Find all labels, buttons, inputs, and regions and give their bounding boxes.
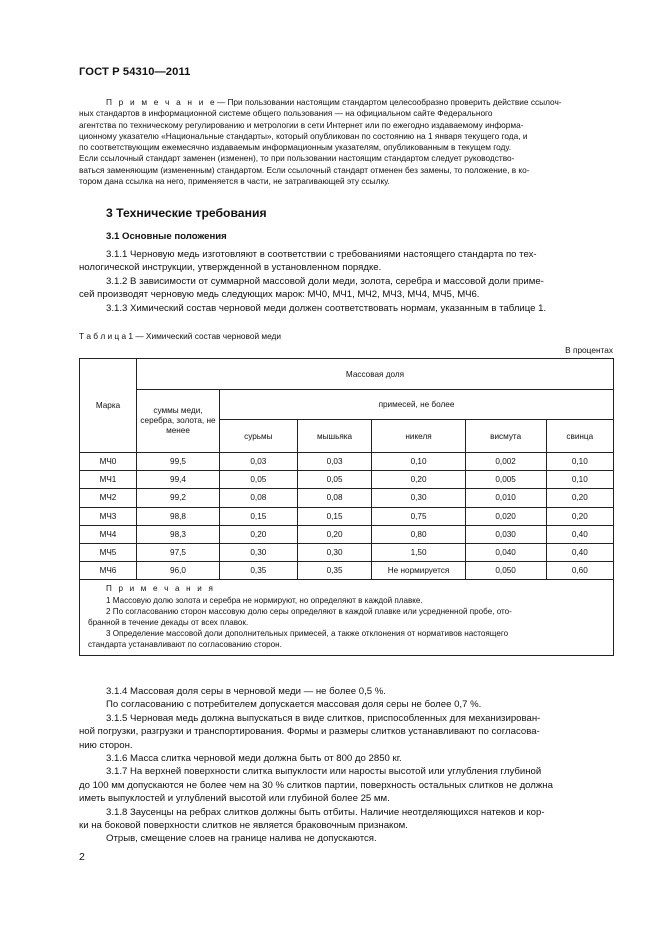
table-notes-label: П р и м е ч а н и я	[106, 584, 216, 594]
p314-line-0: 3.1.4 Массовая доля серы в черновой меди — не более 0,5 %.	[106, 686, 386, 697]
cell: 0,040	[465, 543, 546, 561]
p315-line-2: нию сторон.	[79, 739, 133, 751]
paragraph-sulfur-agreement	[79, 698, 613, 711]
p316-line-0: 3.1.6 Масса слитка черновой меди должна быть от 800 до 2850 кг.	[106, 753, 402, 765]
note-line-3: ционному указателю «Национальные стандарты», который опубликован по состоянию на 1 января текущего года, и	[79, 130, 528, 141]
table-row	[80, 453, 614, 471]
cell: 98,8	[137, 507, 220, 525]
cell: 0,08	[219, 489, 297, 507]
p317-line-0: 3.1.7 На верхней поверхности слитка выпуклости или наросты высотой или углубления глубиной	[106, 766, 542, 778]
cell: 99,4	[137, 471, 220, 489]
note-line-5: Если ссылочный стандарт заменен (изменен), то при пользовании настоящим стандартом следует руководство-	[79, 153, 515, 164]
cell: 98,3	[137, 525, 220, 543]
table-caption: Т а б л и ц а 1 — Химический состав черновой меди	[79, 331, 281, 341]
paragraph-3-1-8	[79, 806, 613, 819]
cell: 0,03	[219, 453, 297, 471]
note-line-0-text: — При пользовании настоящим стандартом целесообразно проверить действие ссылоч-	[216, 97, 562, 107]
cell: МЧ3	[80, 507, 137, 525]
p312-line-1: сей производят черновую медь следующих марок: МЧ0, МЧ1, МЧ2, МЧ3, МЧ4, МЧ5, МЧ6.	[79, 289, 480, 301]
table-units: В процентах	[565, 345, 613, 355]
note-line-1: ных стандартов в информационной системе общего пользования — на официальном сайте Федерального	[79, 108, 493, 119]
header-sum: суммы меди, серебра, золота, не менее	[137, 390, 220, 453]
cell: 0,05	[297, 471, 372, 489]
cell: 0,20	[219, 525, 297, 543]
p315-line-1: ной погрузки, разгрузки и транспортирования. Формы и размеры слитков устанавливают по согласова-	[79, 726, 540, 738]
table-note-line: 3 Определение массовой доли дополнительных примесей, а также отклонения от нормативов настоящего	[106, 629, 509, 639]
header-col-1: мышьяка	[297, 420, 372, 453]
note-line-0	[79, 97, 613, 108]
cell: 0,30	[297, 543, 372, 561]
cell: 0,020	[465, 507, 546, 525]
paragraph-layers	[79, 832, 613, 845]
cell: 99,2	[137, 489, 220, 507]
cell: 0,10	[372, 453, 465, 471]
note-label: П р и м е ч а н и е	[106, 97, 217, 107]
p317-line-1: до 100 мм допускаются не более чем на 30 % слитков партии, поверхность остальных слитков не должна	[79, 779, 553, 791]
table-header-row-1	[80, 359, 614, 390]
cell: 0,20	[297, 525, 372, 543]
p318-line-0: 3.1.8 Заусенцы на ребрах слитков должны быть отбиты. Наличие неотделяющихся натеков и кор-	[106, 806, 545, 818]
cell: 0,35	[219, 562, 297, 580]
cell: 0,08	[297, 489, 372, 507]
chemical-composition-table	[79, 358, 614, 656]
paragraph-3-1-4	[79, 685, 613, 698]
subsection-title: 3.1 Основные положения	[106, 231, 227, 242]
reference-note	[79, 97, 613, 187]
paragraph-3-1-5	[79, 712, 613, 725]
table-row	[80, 525, 614, 543]
document-header: ГОСТ Р 54310—2011	[79, 66, 191, 78]
note-line-7: тором дана ссылка на него, применяется в части, не затрагивающей эту ссылку.	[79, 176, 390, 187]
section-title: 3 Технические требования	[106, 206, 267, 220]
note-line-4: по соответствующим ежемесячно издаваемым информационным указателям, опубликованным в текущем году.	[79, 142, 512, 153]
header-marka: Марка	[80, 359, 137, 453]
cell: 0,005	[465, 471, 546, 489]
header-col-3: висмута	[465, 420, 546, 453]
p315-line-0: 3.1.5 Черновая медь должна выпускаться в виде слитков, приспособленных для механизирован-	[106, 712, 541, 724]
cell: 0,10	[546, 471, 613, 489]
cell: МЧ1	[80, 471, 137, 489]
cell: 0,15	[219, 507, 297, 525]
header-mass: Массовая доля	[137, 359, 614, 390]
players-line-0: Отрыв, смещение слоев на границе налива не допускаются.	[106, 833, 377, 845]
header-impurities: примесей, не более	[219, 390, 613, 420]
cell: МЧ5	[80, 543, 137, 561]
note-line-2: агентства по техническому регулированию и метрологии в сети Интернет или по ежегодно издаваемому информа-	[79, 119, 524, 130]
header-col-4: свинца	[546, 420, 613, 453]
paragraphs-top	[79, 248, 613, 315]
table-row	[80, 471, 614, 489]
cell: 0,75	[372, 507, 465, 525]
cell: МЧ0	[80, 453, 137, 471]
cell: МЧ4	[80, 525, 137, 543]
cell: 0,20	[546, 489, 613, 507]
note-line-6: ваться заменяющим (измененным) стандартом. Если ссылочный стандарт отменен без замены, то положение, в ко-	[79, 164, 530, 175]
table-row	[80, 562, 614, 580]
paragraphs-bottom	[79, 685, 613, 846]
cell: 0,030	[465, 525, 546, 543]
cell: 0,15	[297, 507, 372, 525]
cell: 0,05	[219, 471, 297, 489]
cell: МЧ2	[80, 489, 137, 507]
p311-line-1: нологической инструкции, утвержденной в установленном порядке.	[79, 262, 382, 274]
cell: Не нормируется	[372, 562, 465, 580]
cell: 99,5	[137, 453, 220, 471]
cell: 0,20	[372, 471, 465, 489]
table-note-line: 1 Массовую долю золота и серебра не нормируют, но определяют в каждой плавке.	[106, 595, 423, 605]
paragraph-3-1-6	[79, 752, 613, 765]
cell: МЧ6	[80, 562, 137, 580]
table-row	[80, 489, 614, 507]
table-header-row-2	[80, 390, 614, 420]
table-notes	[80, 580, 614, 655]
cell: 0,30	[372, 489, 465, 507]
table-note-line: 2 По согласованию сторон массовую долю серы определяют в каждой плавке или усредненной пробе, ото-	[106, 606, 512, 616]
p313-line-0: 3.1.3 Химический состав черновой меди должен соответствовать нормам, указанным в таблице 1.	[106, 302, 547, 314]
p311-line-0: 3.1.1 Черновую медь изготовляют в соответствии с требованиями настоящего стандарта по тех-	[106, 249, 537, 260]
cell: 97,5	[137, 543, 220, 561]
paragraph-3-1-3	[79, 302, 613, 315]
table-notes-row	[80, 580, 614, 655]
cell: 0,10	[546, 453, 613, 471]
paragraph-3-1-7	[79, 765, 613, 778]
table-note-line: стандарта устанавливают по согласованию сторон.	[88, 640, 282, 650]
paragraph-3-1-1	[79, 248, 613, 261]
table-row	[80, 507, 614, 525]
cell: 0,20	[546, 507, 613, 525]
cell: 1,50	[372, 543, 465, 561]
cell: 0,35	[297, 562, 372, 580]
header-col-0: сурьмы	[219, 420, 297, 453]
p317-line-2: иметь выпуклостей и углублений высотой или глубиной более 25 мм.	[79, 793, 390, 805]
cell: 0,80	[372, 525, 465, 543]
table-note-line: бранной в течение декады от всех плавок.	[88, 617, 249, 627]
cell: 96,0	[137, 562, 220, 580]
cell: 0,30	[219, 543, 297, 561]
paragraph-3-1-2	[79, 275, 613, 288]
table-row	[80, 543, 614, 561]
cell: 0,050	[465, 562, 546, 580]
cell: 0,002	[465, 453, 546, 471]
cell: 0,40	[546, 525, 613, 543]
cell: 0,60	[546, 562, 613, 580]
p312-line-0: 3.1.2 В зависимости от суммарной массовой доли меди, золота, серебра и массовой доли приме-	[106, 275, 544, 287]
cell: 0,03	[297, 453, 372, 471]
cell: 0,010	[465, 489, 546, 507]
header-col-2: никеля	[372, 420, 465, 453]
cell: 0,40	[546, 543, 613, 561]
p318-line-1: ки на боковой поверхности слитков не является браковочным признаком.	[79, 820, 408, 832]
page-number: 2	[79, 851, 85, 863]
psulf-line-0: По согласованию с потребителем допускается массовая доля серы не более 0,7 %.	[106, 699, 482, 711]
